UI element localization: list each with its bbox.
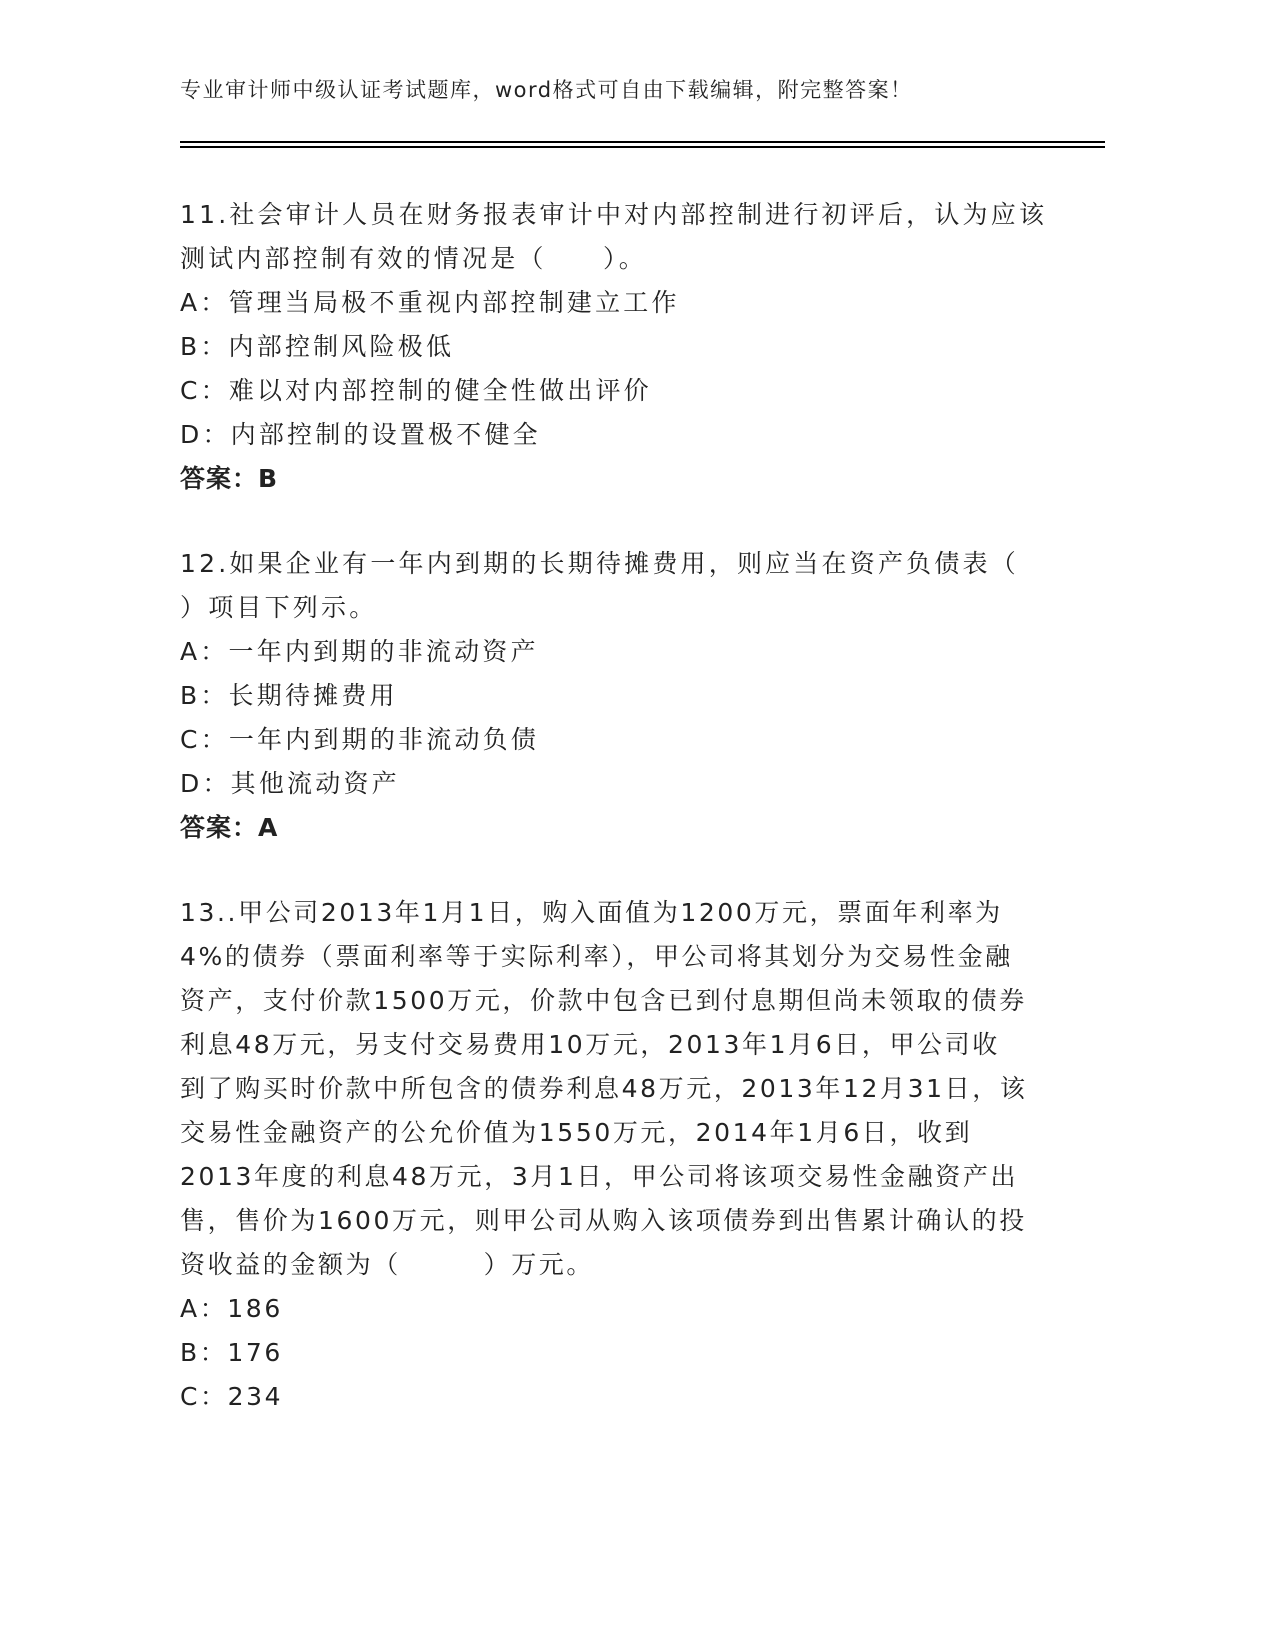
option-a: A：一年内到期的非流动资产 (180, 637, 539, 666)
question-12 (180, 545, 1040, 853)
header-divider (180, 141, 1105, 148)
question-stem-line: 2013年度的利息48万元，3月1日，甲公司将该项交易性金融资产出 (180, 1162, 1019, 1191)
question-11 (180, 196, 1048, 504)
question-stem-line: 资产，支付价款1500万元，价款中包含已到付息期但尚未领取的债券 (180, 986, 1027, 1015)
question-stem-line: 售，售价为1600万元，则甲公司从购入该项债券到出售累计确认的投 (180, 1206, 1027, 1235)
option-d: D：内部控制的设置极不健全 (180, 420, 541, 449)
question-list (180, 196, 1048, 1463)
option-b: B：内部控制风险极低 (180, 332, 455, 361)
question-stem-line: 11.社会审计人员在财务报表审计中对内部控制进行初评后，认为应该 (180, 200, 1048, 229)
question-stem-line: 4%的债券（票面利率等于实际利率），甲公司将其划分为交易性金融 (180, 942, 1013, 971)
question-stem-line: 12.如果企业有一年内到期的长期待摊费用，则应当在资产负债表（ (180, 549, 1019, 578)
option-d: D：其他流动资产 (180, 769, 400, 798)
option-b: B：长期待摊费用 (180, 681, 398, 710)
question-stem-line: 资收益的金额为（ ）万元。 (180, 1250, 595, 1279)
option-a: A：管理当局极不重视内部控制建立工作 (180, 288, 680, 317)
question-stem-line: 到了购买时价款中所包含的债券利息48万元，2013年12月31日，该 (180, 1074, 1028, 1103)
page-header-title: 专业审计师中级认证考试题库，word格式可自由下载编辑，附完整答案！ (180, 78, 913, 102)
option-c: C：一年内到期的非流动负债 (180, 725, 540, 754)
question-stem-line: 测试内部控制有效的情况是（ ）。 (180, 244, 647, 273)
option-b: B：176 (180, 1338, 283, 1367)
question-stem-line: 13..甲公司2013年1月1日，购入面值为1200万元，票面年利率为 (180, 898, 1003, 927)
question-stem-line: 交易性金融资产的公允价值为1550万元，2014年1月6日，收到 (180, 1118, 973, 1147)
question-13 (180, 894, 1040, 1422)
option-a: A：186 (180, 1294, 283, 1323)
answer-label: 答案：B (180, 464, 279, 493)
answer-label: 答案：A (180, 813, 279, 842)
question-stem-line: ）项目下列示。 (180, 593, 378, 622)
option-c: C：难以对内部控制的健全性做出评价 (180, 376, 652, 405)
question-stem-line: 利息48万元，另支付交易费用10万元，2013年1月6日，甲公司收 (180, 1030, 1000, 1059)
option-c: C：234 (180, 1382, 284, 1411)
